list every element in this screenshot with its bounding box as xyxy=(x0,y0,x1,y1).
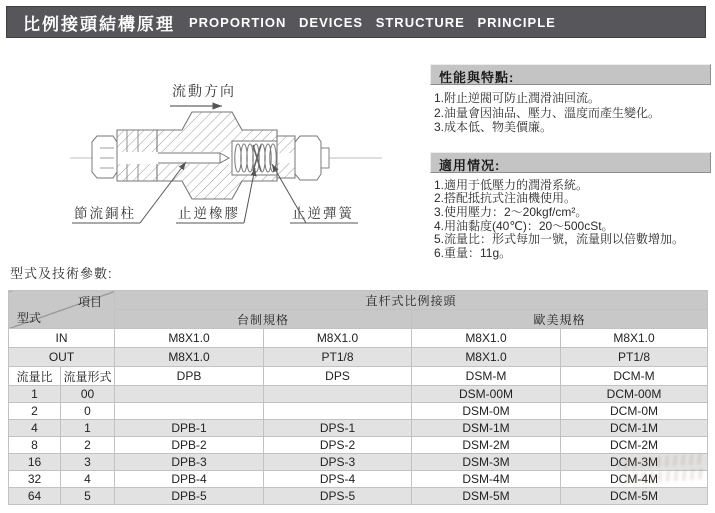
table-cell: M8X1.0 xyxy=(115,329,264,348)
table-cell: DPB xyxy=(115,367,264,386)
row-label: IN xyxy=(9,329,115,348)
table-row xyxy=(9,348,708,367)
application-item: 2.搭配抵抗式注油機使用。 xyxy=(434,191,577,206)
table-cell: M8X1.0 xyxy=(412,348,561,367)
table-cell xyxy=(115,386,264,403)
ratio-value: 1 xyxy=(9,386,61,403)
table-cell: DCM-3M xyxy=(561,454,708,471)
form-value: 3 xyxy=(61,454,115,471)
table-cell: DSM-2M xyxy=(412,437,561,454)
form-value: 5 xyxy=(61,488,115,505)
table-cell: DPS-4 xyxy=(264,471,412,488)
valve-drawing xyxy=(10,56,425,284)
row-label-form: 流量形式 xyxy=(61,367,115,386)
subgroup-header-taiwan: 台制規格 xyxy=(115,310,412,329)
page-title-english: PROPORTION DEVICES STRUCTURE PRINCIPLE xyxy=(189,14,556,30)
table-cell: PT1/8 xyxy=(561,348,708,367)
application-item: 5.流量比：形式每加一號，流量則以倍數增加。 xyxy=(434,232,685,247)
features-heading: 性能與特點: xyxy=(430,64,711,85)
table-cell: DPS xyxy=(264,367,412,386)
table-cell: DSM-4M xyxy=(412,471,561,488)
table-row xyxy=(9,329,708,348)
table-cell: DCM-0M xyxy=(561,403,708,420)
table-row xyxy=(9,437,708,454)
form-value: 1 xyxy=(61,420,115,437)
table-row xyxy=(9,488,708,505)
ratio-value: 8 xyxy=(9,437,61,454)
table-cell: DPB-5 xyxy=(115,488,264,505)
table-cell: DCM-4M xyxy=(561,471,708,488)
corner-label-item: 項目 xyxy=(77,295,102,309)
params-table-body xyxy=(9,329,708,505)
application-item: 3.使用壓力：2～20kgf/cm²。 xyxy=(434,204,588,219)
right-hex-nut xyxy=(295,136,321,180)
row-label-ratio: 流量比 xyxy=(9,367,61,386)
table-row xyxy=(9,420,708,437)
corner-label-type: 型式 xyxy=(17,311,42,325)
table-row xyxy=(9,471,708,488)
table-cell: DCM-1M xyxy=(561,420,708,437)
table-cell: DPS-2 xyxy=(264,437,412,454)
form-value: 00 xyxy=(61,386,115,403)
left-hex-nut xyxy=(92,136,117,178)
table-cell: M8X1.0 xyxy=(412,329,561,348)
application-item: 4.用油黏度(40℃)：20～500cSt。 xyxy=(434,218,614,233)
ratio-value: 2 xyxy=(9,403,61,420)
table-cell: DPS-1 xyxy=(264,420,412,437)
page-title-bar xyxy=(6,6,706,38)
table-cell: DSM-0M xyxy=(412,403,561,420)
svg-text:止逆橡膠: 止逆橡膠 xyxy=(178,206,240,221)
form-value: 4 xyxy=(61,471,115,488)
table-cell: DPB-3 xyxy=(115,454,264,471)
valve-cross-section-diagram xyxy=(10,56,425,284)
table-cell: M8X1.0 xyxy=(264,329,412,348)
ratio-value: 16 xyxy=(9,454,61,471)
form-value: 2 xyxy=(61,437,115,454)
ratio-value: 4 xyxy=(9,420,61,437)
table-cell: DPB-2 xyxy=(115,437,264,454)
applications-heading: 適用情况: xyxy=(430,152,711,173)
table-cell: DSM-3M xyxy=(412,454,561,471)
svg-text:節流銅柱: 節流銅柱 xyxy=(74,206,136,221)
table-cell xyxy=(264,403,412,420)
table-cell: DSM-1M xyxy=(412,420,561,437)
table-cell: DPS-5 xyxy=(264,488,412,505)
table-row xyxy=(9,367,708,386)
right-stub xyxy=(321,148,329,168)
ratio-value: 32 xyxy=(9,471,61,488)
flow-direction-label: 流動方向 xyxy=(172,83,236,99)
table-cell: DSM-M xyxy=(412,367,561,386)
page-title-chinese: 比例接頭結構原理 xyxy=(23,14,175,34)
table-row xyxy=(9,454,708,471)
subgroup-header-western: 歐美規格 xyxy=(412,310,708,329)
table-cell: DPB-1 xyxy=(115,420,264,437)
table-cell: DCM-2M xyxy=(561,437,708,454)
table-cell: PT1/8 xyxy=(264,348,412,367)
table-cell: DCM-M xyxy=(561,367,708,386)
feature-item: 3.成本低、物美價廉。 xyxy=(434,120,553,135)
params-table xyxy=(8,290,708,505)
table-caption: 型式及技術參數: xyxy=(10,266,113,281)
form-value: 0 xyxy=(61,403,115,420)
table-row xyxy=(9,386,708,403)
corner-cell xyxy=(9,291,115,329)
feature-item: 1.附止逆閥可防止潤滑油回流。 xyxy=(434,91,601,105)
svg-text:止逆彈簧: 止逆彈簧 xyxy=(292,206,354,221)
application-item: 6.重量：11g。 xyxy=(434,245,512,260)
table-cell: M8X1.0 xyxy=(115,348,264,367)
applications-list xyxy=(430,173,711,265)
table-cell: DCM-00M xyxy=(561,386,708,403)
ratio-value: 64 xyxy=(9,488,61,505)
table-cell: DSM-5M xyxy=(412,488,561,505)
table-cell xyxy=(115,403,264,420)
table-header-row xyxy=(9,291,708,310)
application-item: 1.適用于低壓力的潤滑系統。 xyxy=(434,177,589,192)
table-cell: DCM-5M xyxy=(561,488,708,505)
feature-item: 2.油量會因油品、壓力、溫度而產生變化。 xyxy=(434,105,661,120)
table-cell: DSM-00M xyxy=(412,386,561,403)
features-list xyxy=(430,85,711,139)
table-cell: DPB-4 xyxy=(115,471,264,488)
table-row xyxy=(9,403,708,420)
info-panel xyxy=(430,64,711,264)
row-label: OUT xyxy=(9,348,115,367)
group-header: 直杆式比例接頭 xyxy=(115,291,708,310)
table-cell xyxy=(264,386,412,403)
table-cell: DPS-3 xyxy=(264,454,412,471)
table-cell: M8X1.0 xyxy=(561,329,708,348)
